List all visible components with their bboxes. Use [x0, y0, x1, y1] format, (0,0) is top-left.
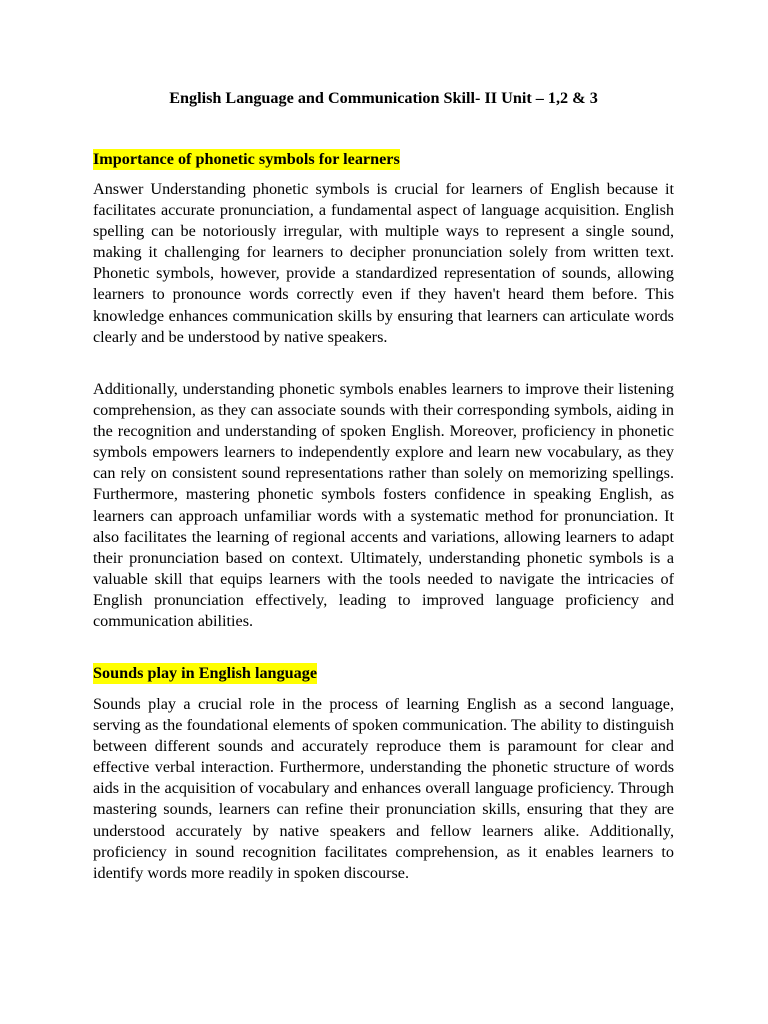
section-heading-phonetic-symbols	[93, 149, 400, 170]
highlighted-heading-text: Sounds play in English language	[93, 664, 318, 682]
paragraph-phonetic-importance: Answer Understanding phonetic symbols is crucial for learners of English because it facilitates accurate pronunciation, a fundamental aspect of language acquisition. English spelling can be notoriously irregular, with multiple ways to represent a single sound, making it challenging for learners to decipher pronunciation solely from written text. Phonetic symbols, however, provide a standardized representation of sounds, allowing learners to pronounce words correctly even if they haven't heard them before. This knowledge enhances communication skills by ensuring that learners can articulate words clearly and be understood by native speakers.	[93, 180, 674, 346]
document-title: English Language and Communication Skill- II Unit – 1,2 & 3	[169, 89, 598, 107]
paragraph-sounds-role: Sounds play a crucial role in the process of learning English as a second language, serving as the foundational elements of spoken communication. The ability to distinguish between different sounds and accurately reproduce them is paramount for clear and effective verbal interaction. Furthermore, understanding the phonetic structure of words aids in the acquisition of vocabulary and enhances overall language proficiency. Through mastering sounds, learners can refine their pronunciation skills, ensuring that they are understood accurately by native speakers and fellow learners alike. Additionally, proficiency in sound recognition facilitates comprehension, as it enables learners to identify words more readily in spoken discourse.	[93, 695, 674, 882]
paragraph-phonetic-benefits: Additionally, understanding phonetic symbols enables learners to improve their listening comprehension, as they can associate sounds with their corresponding symbols, aiding in the recognition and understanding of spoken English. Moreover, proficiency in phonetic symbols empowers learners to independently explore and learn new vocabulary, as they can rely on consistent sound representations rather than solely on memorizing spellings. Furthermore, mastering phonetic symbols fosters confidence in speaking English, as learners can approach unfamiliar words with a systematic method for pronunciation. It also facilitates the learning of regional accents and variations, allowing learners to adapt their pronunciation based on context. Ultimately, understanding phonetic symbols is a valuable skill that equips learners with the tools needed to navigate the intricacies of English pronunciation effectively, leading to improved language proficiency and communication abilities.	[93, 380, 674, 631]
section-heading-sounds	[93, 663, 317, 684]
highlighted-heading-text: Importance of phonetic symbols for learners	[93, 150, 400, 168]
